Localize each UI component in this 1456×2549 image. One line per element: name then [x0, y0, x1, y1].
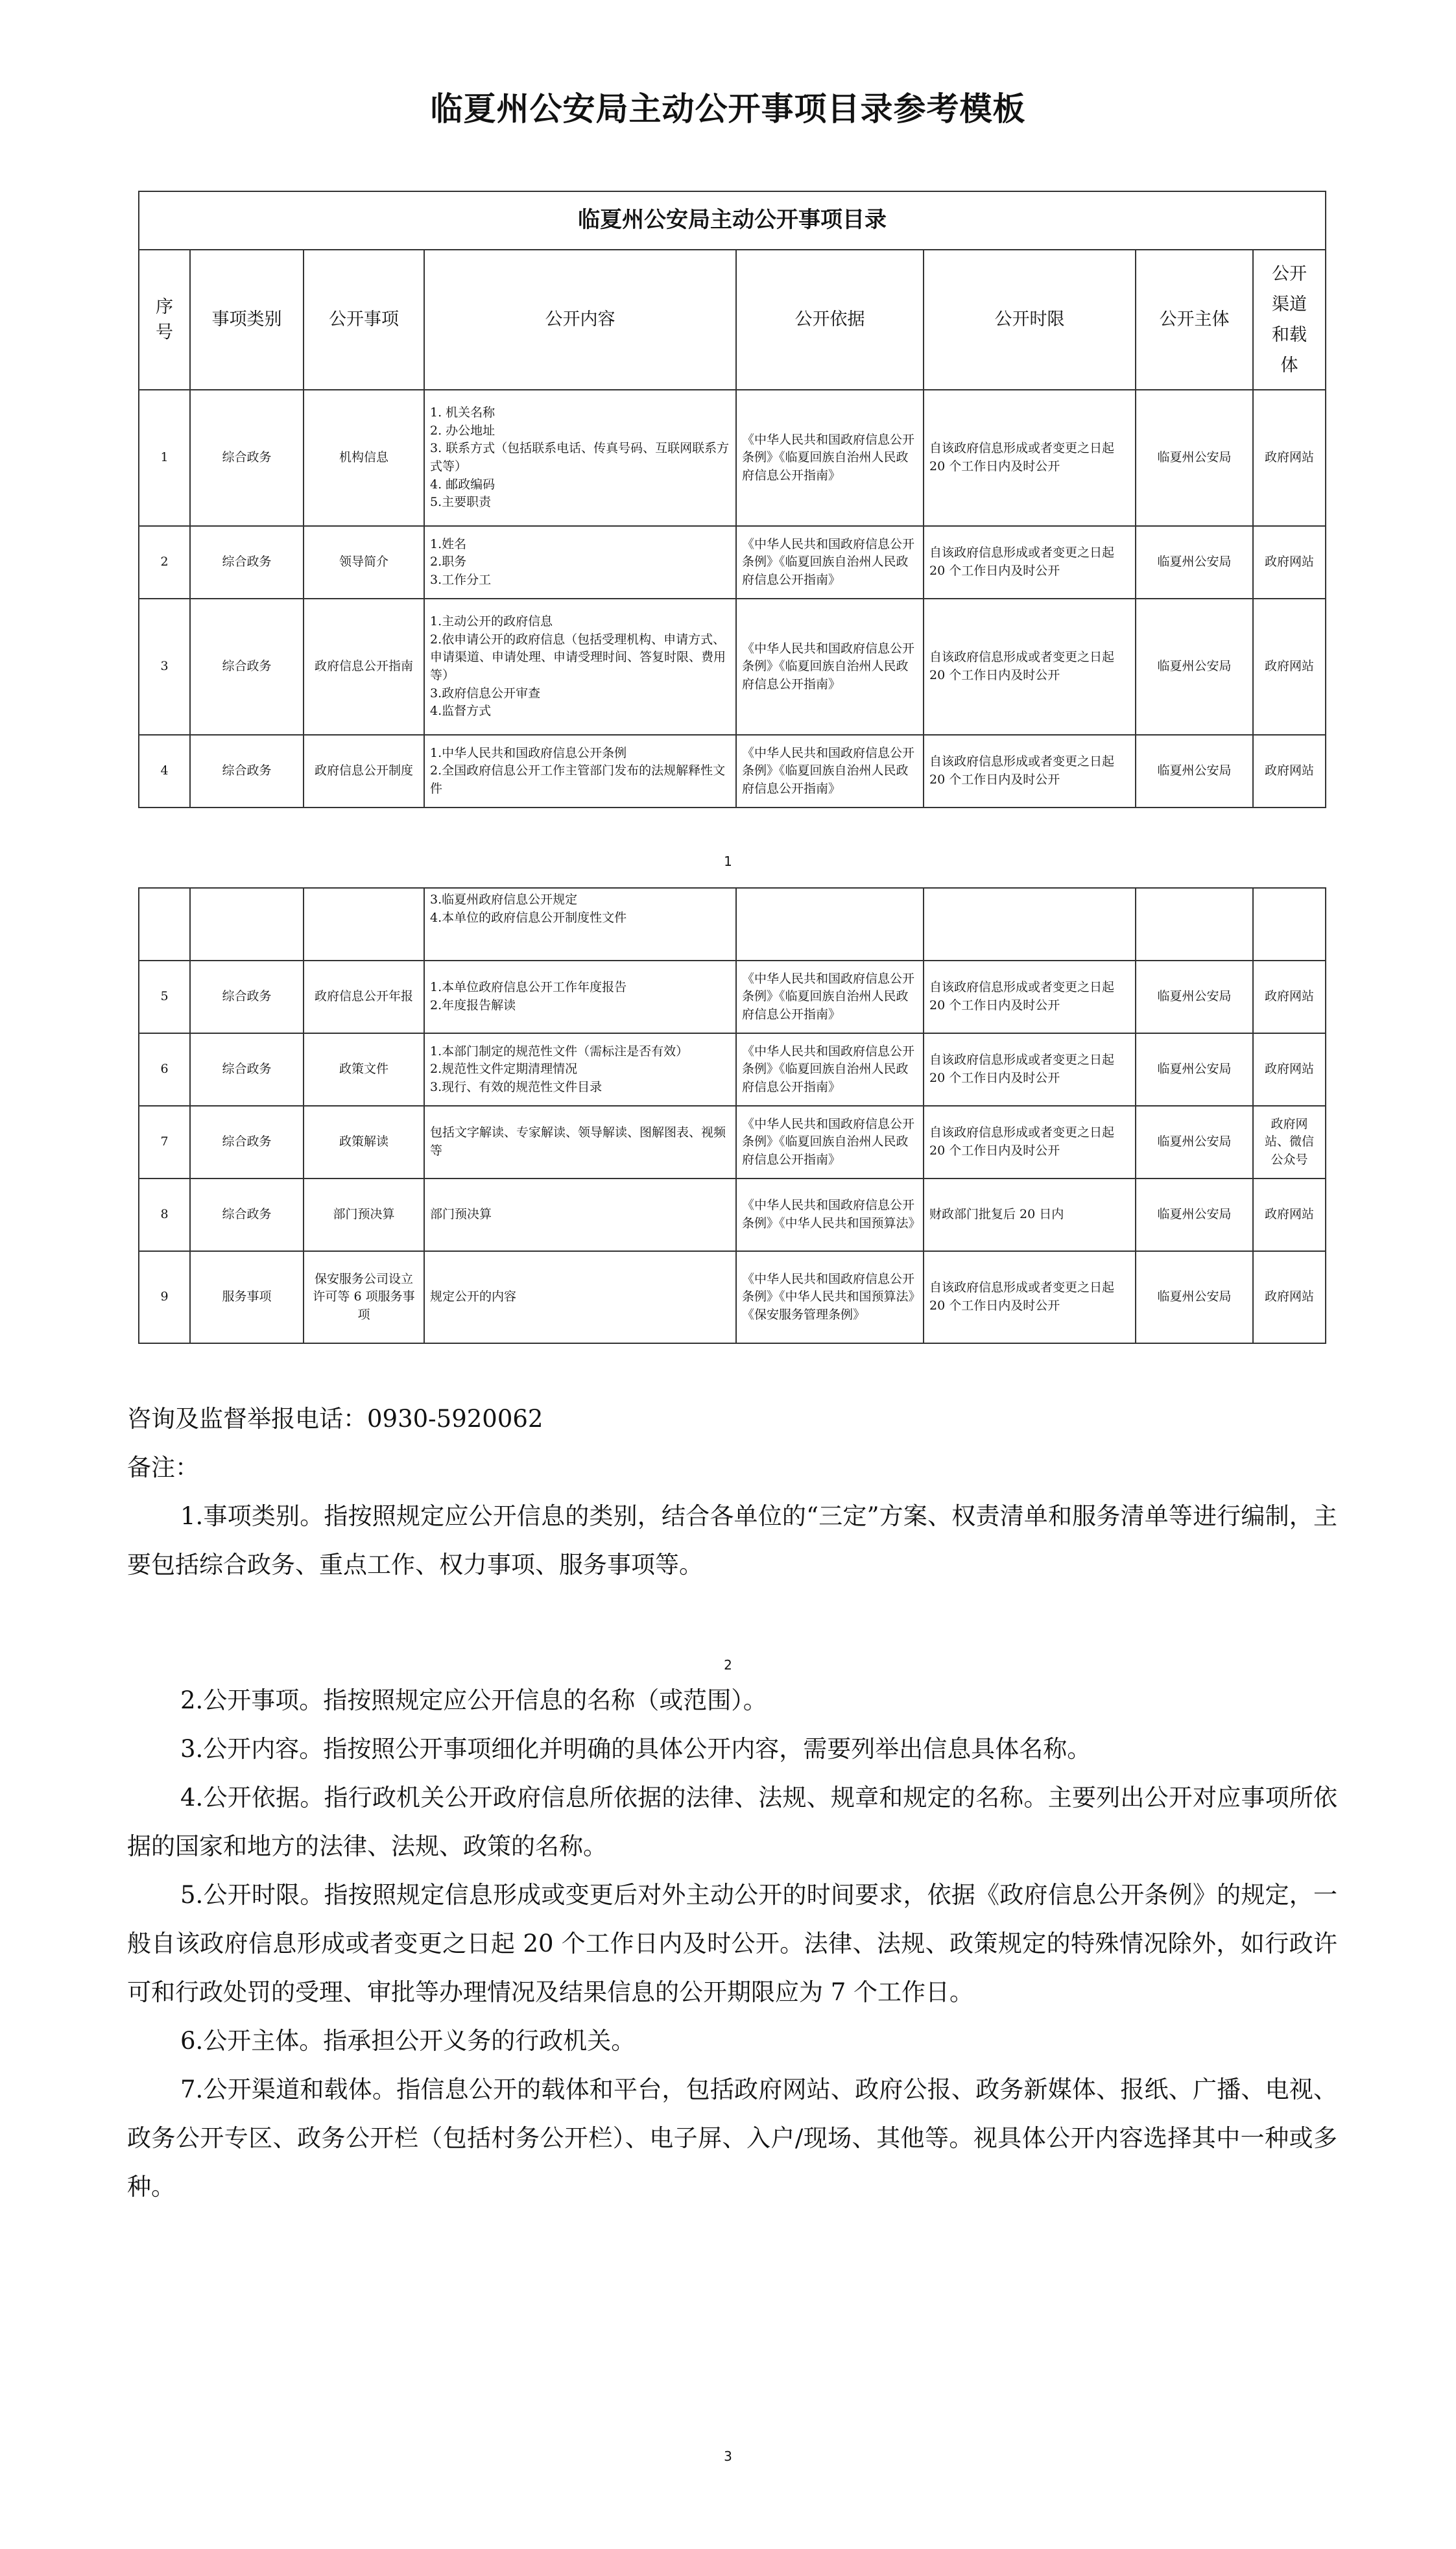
header-subject: 公开主体	[1136, 250, 1253, 390]
header-seq	[139, 250, 190, 390]
cell-time: 自该政府信息形成或者变更之日起 20 个工作日内及时公开	[924, 1251, 1136, 1343]
content-line: 1.姓名	[430, 536, 467, 551]
table-header-row	[139, 250, 1326, 390]
content-line: 2.全国政府信息公开工作主管部门发布的法规解释性文件	[430, 763, 726, 796]
cell-item: 机构信息	[304, 390, 424, 526]
cell-seq: 5	[139, 961, 190, 1033]
cell-item: 政府信息公开年报	[304, 961, 424, 1033]
cell-item: 政策文件	[304, 1033, 424, 1106]
notes-section-page2	[127, 1394, 1337, 1589]
table-row	[139, 735, 1326, 808]
remarks-label: 备注：	[127, 1454, 199, 1481]
cell-channel: 政府网站	[1253, 599, 1326, 735]
cell-subject: 临夏州公安局	[1136, 1106, 1253, 1179]
cell-basis: 《中华人民共和国政府信息公开条例》《中华人民共和国预算法》	[736, 1179, 924, 1251]
page-number: 3	[724, 2448, 732, 2464]
table-row	[139, 1179, 1326, 1251]
content-line: 2.依申请公开的政府信息（包括受理机构、申请方式、申请渠道、申请处理、申请受理时间、答复时限、费用等）	[430, 632, 726, 682]
cell-time: 自该政府信息形成或者变更之日起 20 个工作日内及时公开	[924, 1106, 1136, 1179]
header-seq-text: 序号	[156, 296, 173, 342]
header-time: 公开时限	[924, 250, 1136, 390]
content-line: 2.职务	[430, 555, 467, 569]
cell-content	[424, 961, 736, 1033]
cell-subject	[1136, 888, 1253, 961]
content-line: 1. 机关名称	[430, 405, 495, 420]
table-row	[139, 1106, 1326, 1179]
cell-basis: 《中华人民共和国政府信息公开条例》《临夏回族自治州人民政府信息公开指南》	[736, 390, 924, 526]
content-line: 2. 办公地址	[430, 423, 495, 438]
cell-channel	[1253, 888, 1326, 961]
cell-basis: 《中华人民共和国政府信息公开条例》《临夏回族自治州人民政府信息公开指南》	[736, 1033, 924, 1106]
cell-seq	[139, 888, 190, 961]
content-line: 包括文字解读、专家解读、领导解读、图解图表、视频等	[430, 1125, 726, 1158]
cell-time: 财政部门批复后 20 日内	[924, 1179, 1136, 1251]
table-caption: 临夏州公安局主动公开事项目录	[139, 191, 1326, 250]
cell-basis: 《中华人民共和国政府信息公开条例》《临夏回族自治州人民政府信息公开指南》	[736, 1106, 924, 1179]
note-1: 1.事项类别。指按照规定应公开信息的类别，结合各单位的“三定”方案、权责清单和服务清单等进行编制，主要包括综合政务、重点工作、权力事项、服务事项等。	[127, 1502, 1337, 1579]
cell-item: 政府信息公开指南	[304, 599, 424, 735]
cell-basis: 《中华人民共和国政府信息公开条例》《临夏回族自治州人民政府信息公开指南》	[736, 735, 924, 808]
cell-category: 综合政务	[190, 599, 304, 735]
cell-channel: 政府网站	[1253, 1251, 1326, 1343]
cell-basis: 《中华人民共和国政府信息公开条例》《中华人民共和国预算法》《保安服务管理条例》	[736, 1251, 924, 1343]
cell-content	[424, 735, 736, 808]
cell-channel: 政府网站	[1253, 1033, 1326, 1106]
cell-channel: 政府网站	[1253, 526, 1326, 599]
table-row	[139, 1033, 1326, 1106]
cell-category	[190, 888, 304, 961]
note-3: 3.公开内容。指按照公开事项细化并明确的具体公开内容，需要列举出信息具体名称。	[180, 1735, 1092, 1763]
content-line: 规定公开的内容	[430, 1289, 517, 1304]
cell-subject: 临夏州公安局	[1136, 526, 1253, 599]
page-number: 2	[724, 1657, 732, 1673]
table-row	[139, 961, 1326, 1033]
cell-channel: 政府网站	[1253, 390, 1326, 526]
table-row-continued	[139, 888, 1326, 961]
cell-seq: 7	[139, 1106, 190, 1179]
cell-category: 综合政务	[190, 1179, 304, 1251]
header-category: 事项类别	[190, 250, 304, 390]
cell-category: 综合政务	[190, 735, 304, 808]
content-line: 4. 邮政编码	[430, 477, 495, 492]
disclosure-table-page1	[138, 191, 1326, 808]
header-channel	[1253, 250, 1326, 390]
note-6: 6.公开主体。指承担公开义务的行政机关。	[180, 2027, 636, 2055]
cell-content	[424, 599, 736, 735]
content-line: 2.年度报告解读	[430, 998, 516, 1012]
table-row	[139, 526, 1326, 599]
document-title: 临夏州公安局主动公开事项目录参考模板	[430, 90, 1026, 128]
cell-category: 服务事项	[190, 1251, 304, 1343]
cell-time: 自该政府信息形成或者变更之日起 20 个工作日内及时公开	[924, 526, 1136, 599]
cell-item: 部门预决算	[304, 1179, 424, 1251]
cell-basis: 《中华人民共和国政府信息公开条例》《临夏回族自治州人民政府信息公开指南》	[736, 526, 924, 599]
contact-line: 咨询及监督举报电话：0930-5920062	[127, 1405, 543, 1433]
cell-seq: 4	[139, 735, 190, 808]
cell-time	[924, 888, 1136, 961]
cell-content	[424, 1106, 736, 1179]
header-channel-text: 公开渠道和载体	[1272, 263, 1307, 376]
cell-content	[424, 1179, 736, 1251]
cell-category: 综合政务	[190, 1106, 304, 1179]
note-4: 4.公开依据。指行政机关公开政府信息所依据的法律、法规、规章和规定的名称。主要列出公开对应事项所依据的国家和地方的法律、法规、政策的名称。	[127, 1784, 1337, 1860]
content-line: 1.中华人民共和国政府信息公开条例	[430, 745, 627, 760]
content-line: 4.监督方式	[430, 704, 492, 719]
table-row	[139, 390, 1326, 526]
note-5: 5.公开时限。指按照规定信息形成或变更后对外主动公开的时间要求，依据《政府信息公开条例》的规定，一般自该政府信息形成或者变更之日起 20 个工作日内及时公开。法律、法规、政策规定的特殊情况除外，如行政许可和行政处罚的受理、审批等办理情况及结果信息的公开期限应为 7 个工作日。	[127, 1881, 1337, 2006]
cell-seq: 3	[139, 599, 190, 735]
cell-time: 自该政府信息形成或者变更之日起 20 个工作日内及时公开	[924, 390, 1136, 526]
cell-content	[424, 1251, 736, 1343]
cell-category: 综合政务	[190, 526, 304, 599]
disclosure-table-page2	[138, 887, 1326, 1344]
cell-basis: 《中华人民共和国政府信息公开条例》《临夏回族自治州人民政府信息公开指南》	[736, 961, 924, 1033]
cell-item: 政策解读	[304, 1106, 424, 1179]
cell-content	[424, 888, 736, 961]
cell-subject: 临夏州公安局	[1136, 961, 1253, 1033]
content-line: 部门预决算	[430, 1207, 492, 1222]
cell-content	[424, 1033, 736, 1106]
content-line: 2.规范性文件定期清理情况	[430, 1062, 578, 1077]
cell-channel: 政府网站、微信公众号	[1253, 1106, 1326, 1179]
cell-category: 综合政务	[190, 1033, 304, 1106]
cell-seq: 2	[139, 526, 190, 599]
cell-seq: 8	[139, 1179, 190, 1251]
content-line: 4.本单位的政府信息公开制度性文件	[430, 910, 627, 925]
cell-seq: 9	[139, 1251, 190, 1343]
cell-category: 综合政务	[190, 390, 304, 526]
note-7: 7.公开渠道和载体。指信息公开的载体和平台，包括政府网站、政府公报、政务新媒体、报纸、广播、电视、政务公开专区、政务公开栏（包括村务公开栏）、电子屏、入户/现场、其他等。视具体公开内容选择其中一种或多种。	[127, 2076, 1337, 2201]
note-2: 2.公开事项。指按照规定应公开信息的名称（或范围）。	[180, 1686, 767, 1714]
cell-channel: 政府网站	[1253, 735, 1326, 808]
cell-item	[304, 888, 424, 961]
content-line: 3. 联系方式（包括联系电话、传真号码、互联网联系方式等）	[430, 441, 730, 473]
header-item: 公开事项	[304, 250, 424, 390]
cell-content	[424, 390, 736, 526]
cell-seq: 6	[139, 1033, 190, 1106]
cell-category: 综合政务	[190, 961, 304, 1033]
content-line: 5.主要职责	[430, 495, 492, 510]
cell-subject: 临夏州公安局	[1136, 599, 1253, 735]
cell-basis	[736, 888, 924, 961]
notes-section-page3	[127, 1676, 1337, 2211]
content-line: 3.政府信息公开审查	[430, 686, 541, 700]
cell-subject: 临夏州公安局	[1136, 1179, 1253, 1251]
cell-subject: 临夏州公安局	[1136, 390, 1253, 526]
cell-item: 保安服务公司设立许可等 6 项服务事项	[304, 1251, 424, 1343]
page-number: 1	[724, 854, 732, 869]
header-content: 公开内容	[424, 250, 736, 390]
content-line: 1.本单位政府信息公开工作年度报告	[430, 980, 627, 995]
content-line: 3.临夏州政府信息公开规定	[430, 892, 578, 907]
cell-item: 政府信息公开制度	[304, 735, 424, 808]
table-row	[139, 599, 1326, 735]
cell-item: 领导简介	[304, 526, 424, 599]
content-line: 3.现行、有效的规范性文件目录	[430, 1079, 603, 1094]
cell-basis: 《中华人民共和国政府信息公开条例》《临夏回族自治州人民政府信息公开指南》	[736, 599, 924, 735]
cell-seq: 1	[139, 390, 190, 526]
cell-time: 自该政府信息形成或者变更之日起 20 个工作日内及时公开	[924, 735, 1136, 808]
cell-subject: 临夏州公安局	[1136, 1251, 1253, 1343]
content-line: 3.工作分工	[430, 572, 492, 587]
header-basis: 公开依据	[736, 250, 924, 390]
cell-time: 自该政府信息形成或者变更之日起 20 个工作日内及时公开	[924, 599, 1136, 735]
cell-time: 自该政府信息形成或者变更之日起 20 个工作日内及时公开	[924, 961, 1136, 1033]
table-row	[139, 1251, 1326, 1343]
cell-subject: 临夏州公安局	[1136, 1033, 1253, 1106]
cell-channel: 政府网站	[1253, 1179, 1326, 1251]
cell-subject: 临夏州公安局	[1136, 735, 1253, 808]
content-line: 1.主动公开的政府信息	[430, 614, 553, 629]
cell-channel: 政府网站	[1253, 961, 1326, 1033]
content-line: 1.本部门制定的规范性文件（需标注是否有效）	[430, 1044, 689, 1059]
cell-content	[424, 526, 736, 599]
cell-time: 自该政府信息形成或者变更之日起 20 个工作日内及时公开	[924, 1033, 1136, 1106]
